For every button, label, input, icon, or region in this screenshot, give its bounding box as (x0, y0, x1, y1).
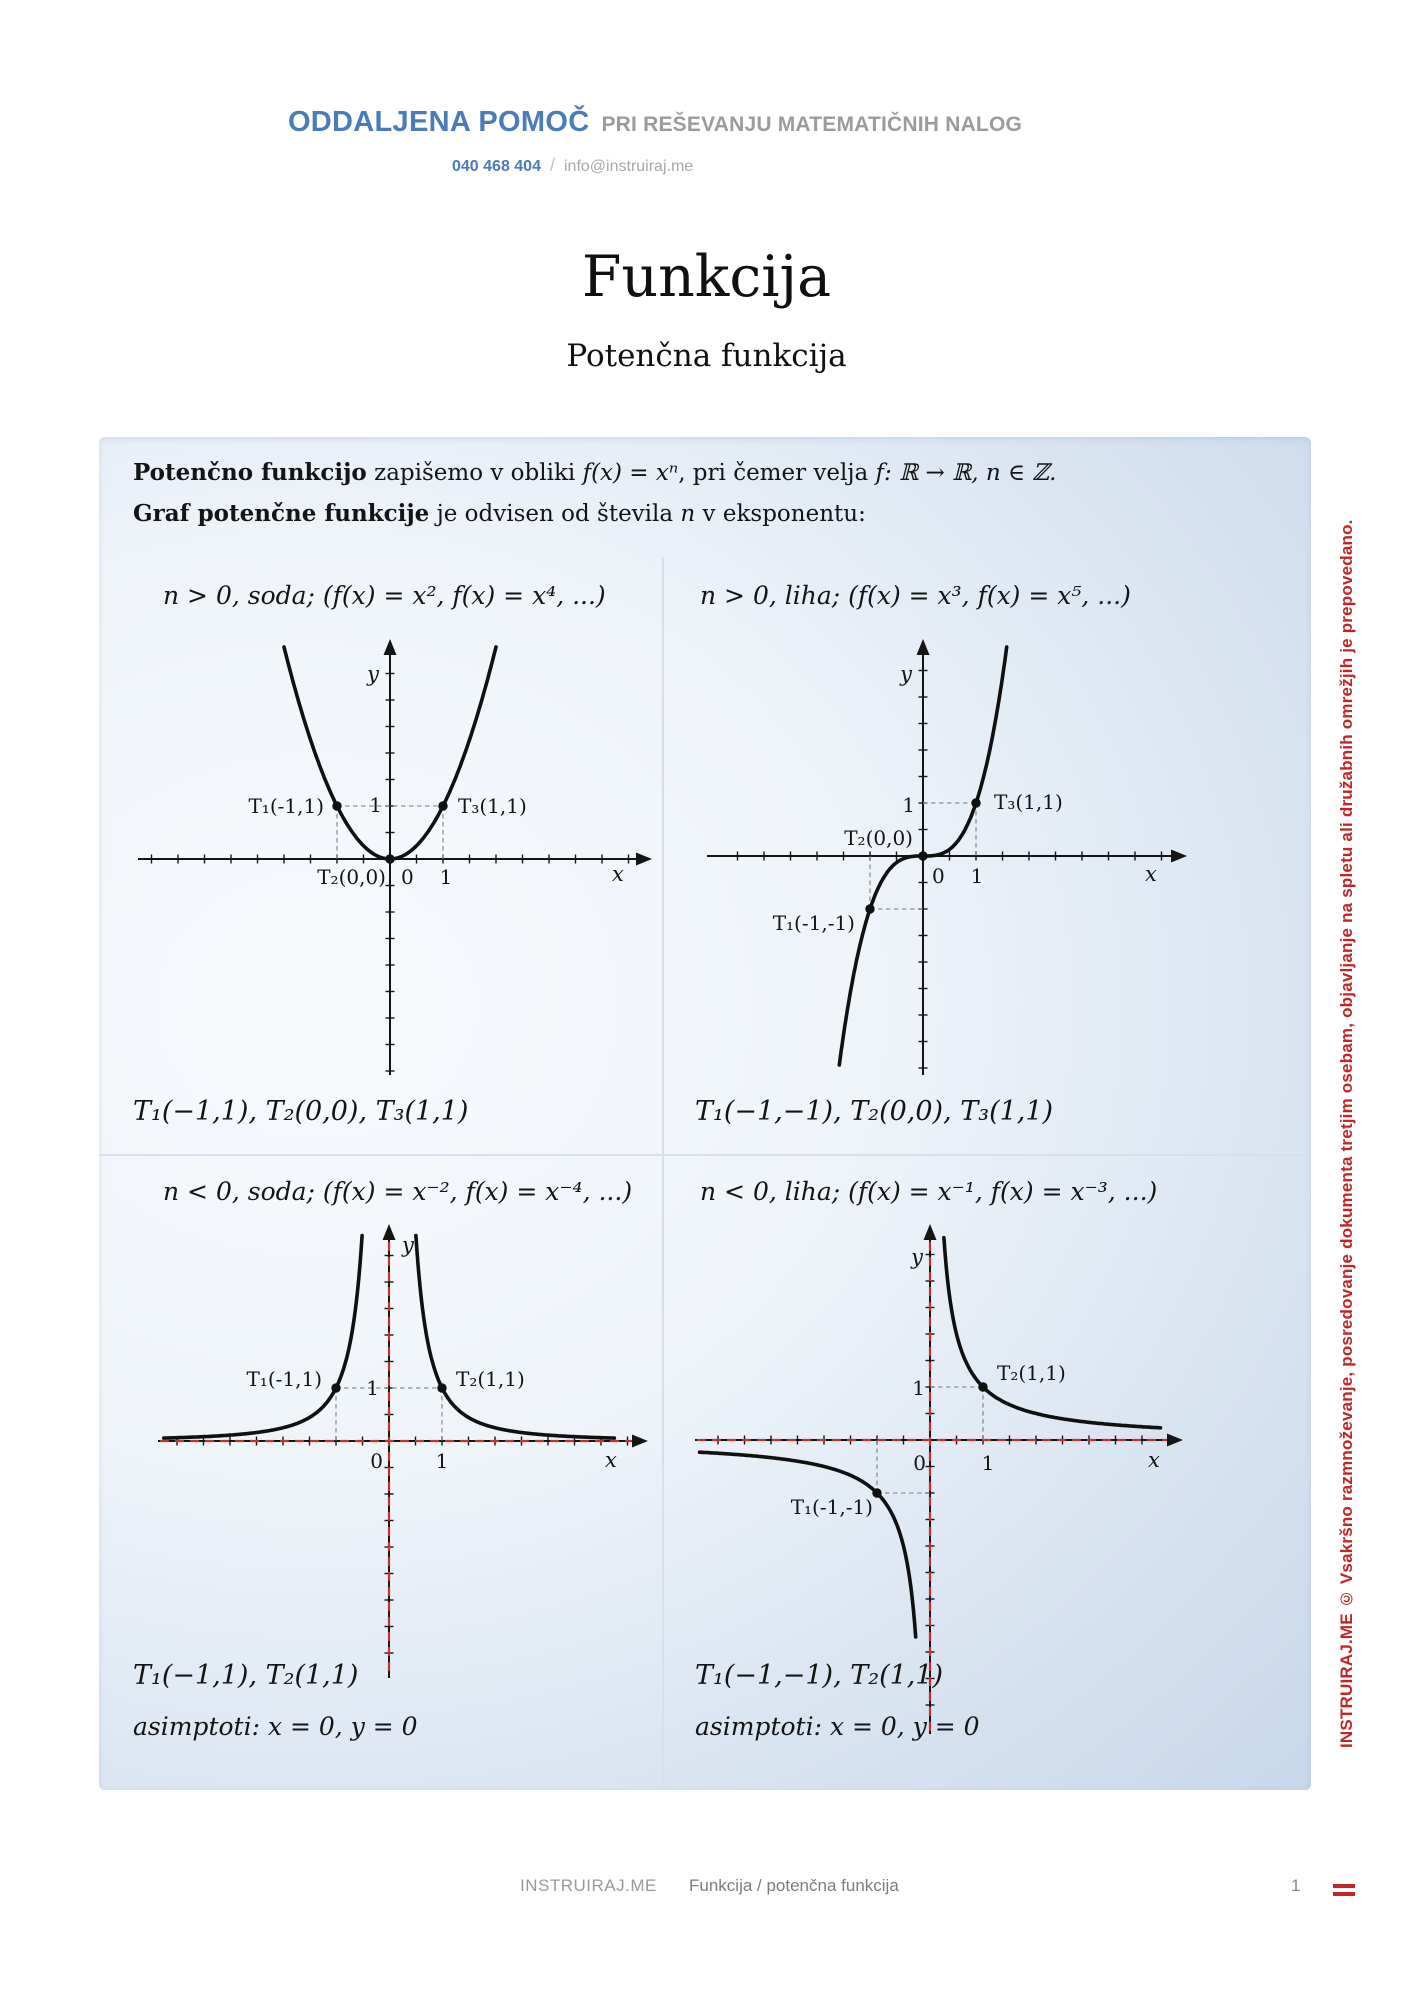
contact-line (452, 155, 693, 176)
point-label-t2: T₂(0,0) (317, 865, 386, 889)
origin-label-0: 0 (370, 1449, 383, 1473)
panel-header-positive-odd: n > 0, liha; (f(x) = x³, f(x) = x⁵, ...) (700, 581, 1131, 610)
intro-line-1 (133, 459, 1056, 486)
email-address: info@instruiraj.me (564, 158, 694, 175)
x-axis-label: x (612, 862, 624, 886)
intro-text: zapišemo v obliki (366, 460, 583, 486)
x-axis-label: x (605, 1448, 617, 1472)
copyright-note: INSTRUIRAJ.ME © Vsakršno razmnoževanje, posredovanje dokumenta tretjim osebam, objavljanje na spletu ali družabnih omrežjih je prepovedano. (1337, 519, 1356, 1748)
point-label-t3: T₃(1,1) (458, 794, 527, 818)
point-label-t3: T₃(1,1) (994, 790, 1063, 814)
intro-formula: n (680, 501, 696, 527)
panel-header-positive-even: n > 0, soda; (f(x) = x², f(x) = x⁴, ...) (163, 581, 606, 610)
intro-text: v eksponentu: (695, 501, 866, 527)
y-tick-label-1: 1 (912, 1376, 925, 1400)
point-label-t1: T₁(-1,-1) (790, 1495, 873, 1519)
y-tick-label-1: 1 (366, 1376, 379, 1400)
origin-label-0: 0 (913, 1451, 926, 1475)
y-axis-label: y (402, 1233, 414, 1257)
column-divider (662, 557, 664, 1790)
phone-number: 040 468 404 (452, 158, 541, 175)
page-subtitle: Potenčna funkcija (566, 338, 847, 374)
separator-slash: / (549, 155, 555, 175)
brand-name: ODDALJENA POMOČ (287, 106, 590, 138)
x-tick-label-1: 1 (970, 864, 984, 888)
y-axis-label: y (367, 662, 379, 686)
panel-header-negative-even: n < 0, soda; (f(x) = x⁻², f(x) = x⁻⁴, ...) (163, 1177, 633, 1206)
x-tick-label-1: 1 (435, 1449, 449, 1473)
x-tick-label-1: 1 (439, 865, 453, 889)
graph-positive-odd (695, 633, 1195, 1083)
origin-label-0: 0 (932, 864, 945, 888)
y-tick-label-1: 1 (902, 793, 915, 817)
x-axis-label: x (1145, 862, 1157, 886)
intro-text: je odvisen od števila (429, 501, 681, 527)
brand-tagline: PRI REŠEVANJU MATEMATIČNIH NALOG (601, 113, 1023, 136)
point-label-t1: T₁(-1,-1) (772, 911, 855, 935)
x-tick-label-1: 1 (981, 1451, 995, 1475)
intro-lead-2: Graf potenčne funkcije (133, 500, 430, 527)
intro-text: , pri čemer velja (678, 460, 876, 486)
caption-positive-odd: T₁(−1,−1), T₂(0,0), T₃(1,1) (695, 1096, 1054, 1127)
letterhead (0, 106, 1310, 139)
y-axis-label: y (911, 1245, 923, 1269)
row-divider (99, 1154, 1311, 1156)
y-tick-label-1: 1 (369, 793, 382, 817)
footer-doc-title: Funkcija / potenčna funkcija (689, 1876, 899, 1895)
point-label-t2: T₂(1,1) (456, 1367, 525, 1391)
y-axis-label: y (900, 662, 912, 686)
point-label-t2: T₂(0,0) (844, 826, 913, 850)
content-panel (99, 437, 1311, 1790)
point-label-t2: T₂(1,1) (997, 1361, 1066, 1385)
intro-lead-1: Potenčno funkcijo (133, 459, 367, 486)
red-logo-mark (1333, 1884, 1355, 1896)
caption-negative-odd: T₁(−1,−1), T₂(1,1) (695, 1660, 944, 1691)
intro-line-2 (133, 500, 866, 527)
point-label-t1: T₁(-1,1) (246, 1367, 322, 1391)
origin-label-0: 0 (401, 865, 414, 889)
intro-formula: f(x) = xⁿ (582, 460, 679, 486)
x-axis-label: x (1148, 1448, 1160, 1472)
graph-negative-even (150, 1222, 662, 1692)
caption-positive-even: T₁(−1,1), T₂(0,0), T₃(1,1) (133, 1096, 469, 1127)
page-title: Funkcija (581, 244, 832, 310)
footer-brand: INSTRUIRAJ.ME (520, 1876, 657, 1895)
panel-header-negative-odd: n < 0, liha; (f(x) = x⁻¹, f(x) = x⁻³, ...) (700, 1177, 1158, 1206)
caption-negative-even: T₁(−1,1), T₂(1,1) (133, 1660, 359, 1691)
intro-formula: f: ℝ → ℝ, n ∈ ℤ. (875, 460, 1057, 486)
footer-page-number: 1 (1291, 1876, 1301, 1895)
point-label-t1: T₁(-1,1) (248, 794, 324, 818)
asymptote-note-negative-odd: asimptoti: x = 0, y = 0 (695, 1712, 980, 1741)
asymptote-note-negative-even: asimptoti: x = 0, y = 0 (133, 1712, 418, 1741)
graph-positive-even (130, 633, 660, 1083)
